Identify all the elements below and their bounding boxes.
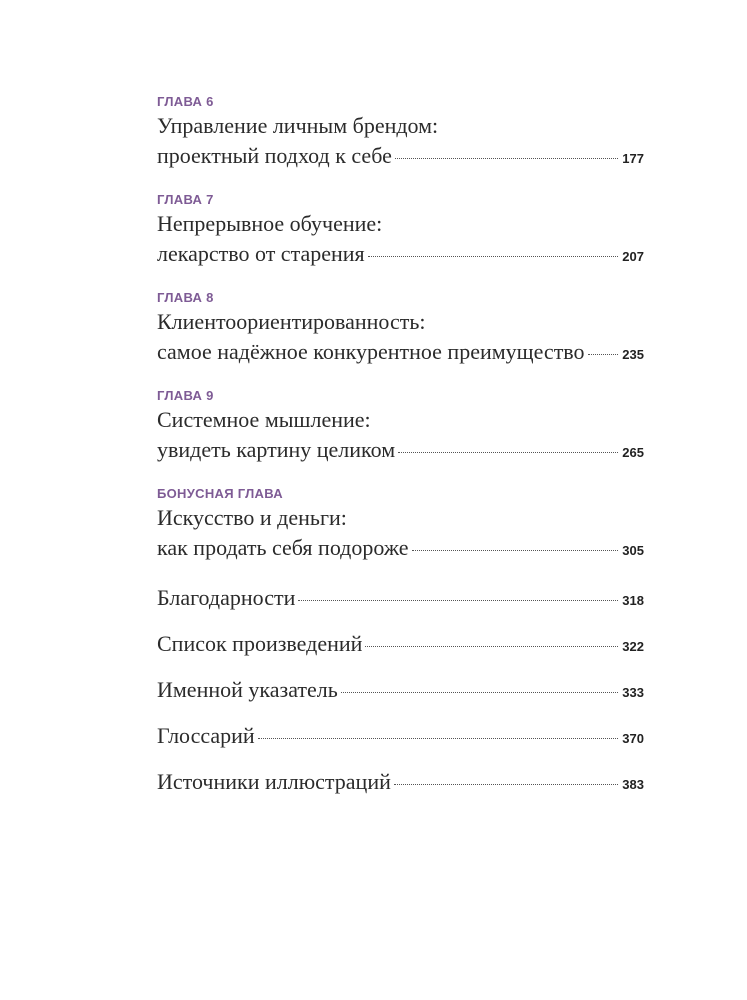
dot-leader [298,600,618,601]
chapter-title-line: Системное мышление: [157,407,371,432]
chapter-title-line: лекарство от старения [157,241,365,266]
dot-leader [258,738,619,739]
dot-leader [365,646,618,647]
chapter-title-line: Искусство и деньги: [157,505,347,530]
toc-chapter [157,191,644,269]
chapter-title-line: Непрерывное обучение: [157,211,383,236]
entry-title: Именной указатель [157,677,338,702]
chapter-title-line: самое надёжное конкурентное преимущество [157,339,585,364]
page-number: 370 [622,731,644,746]
chapter-title-line: как продать себя подороже [157,535,409,560]
chapter-label: ГЛАВА 8 [157,290,214,305]
page-number: 322 [622,639,644,654]
toc-chapter [157,93,644,171]
chapter-label: ГЛАВА 7 [157,192,214,207]
chapter-title-line: Клиентоориентированность: [157,309,426,334]
chapter-label: ГЛАВА 9 [157,388,214,403]
dot-leader [588,354,619,355]
entry-title: Благодарности [157,585,296,610]
entry-title: Источники иллюстраций [157,769,391,794]
chapter-title-row [157,435,644,465]
toc-entry [157,629,644,659]
chapter-label: ГЛАВА 6 [157,94,214,109]
page-number: 235 [622,347,644,362]
entry-title: Глоссарий [157,723,255,748]
toc-entry [157,675,644,705]
chapter-title-row [157,533,644,563]
dot-leader [368,256,619,257]
dot-leader [341,692,619,693]
toc-chapter [157,485,644,563]
table-of-contents [157,93,644,813]
page-number: 207 [622,249,644,264]
page-number: 318 [622,593,644,608]
page-number: 265 [622,445,644,460]
toc-chapter [157,289,644,367]
entry-title: Список произведений [157,631,363,656]
toc-chapter [157,387,644,465]
dot-leader [395,158,618,159]
toc-entry [157,767,644,797]
chapter-title-row [157,337,644,367]
chapter-title-line: проектный подход к себе [157,143,392,168]
chapter-label: БОНУСНАЯ ГЛАВА [157,486,283,501]
chapter-title-line: увидеть картину целиком [157,437,396,462]
page-number: 383 [622,777,644,792]
chapter-title-line: Управление личным брендом: [157,113,439,138]
page-number: 333 [622,685,644,700]
chapter-title-row [157,239,644,269]
dot-leader [394,784,618,785]
page-number: 177 [622,151,644,166]
chapter-title-row [157,141,644,171]
page-number: 305 [622,543,644,558]
toc-entry [157,721,644,751]
dot-leader [412,550,619,551]
dot-leader [398,452,618,453]
toc-entry [157,583,644,613]
